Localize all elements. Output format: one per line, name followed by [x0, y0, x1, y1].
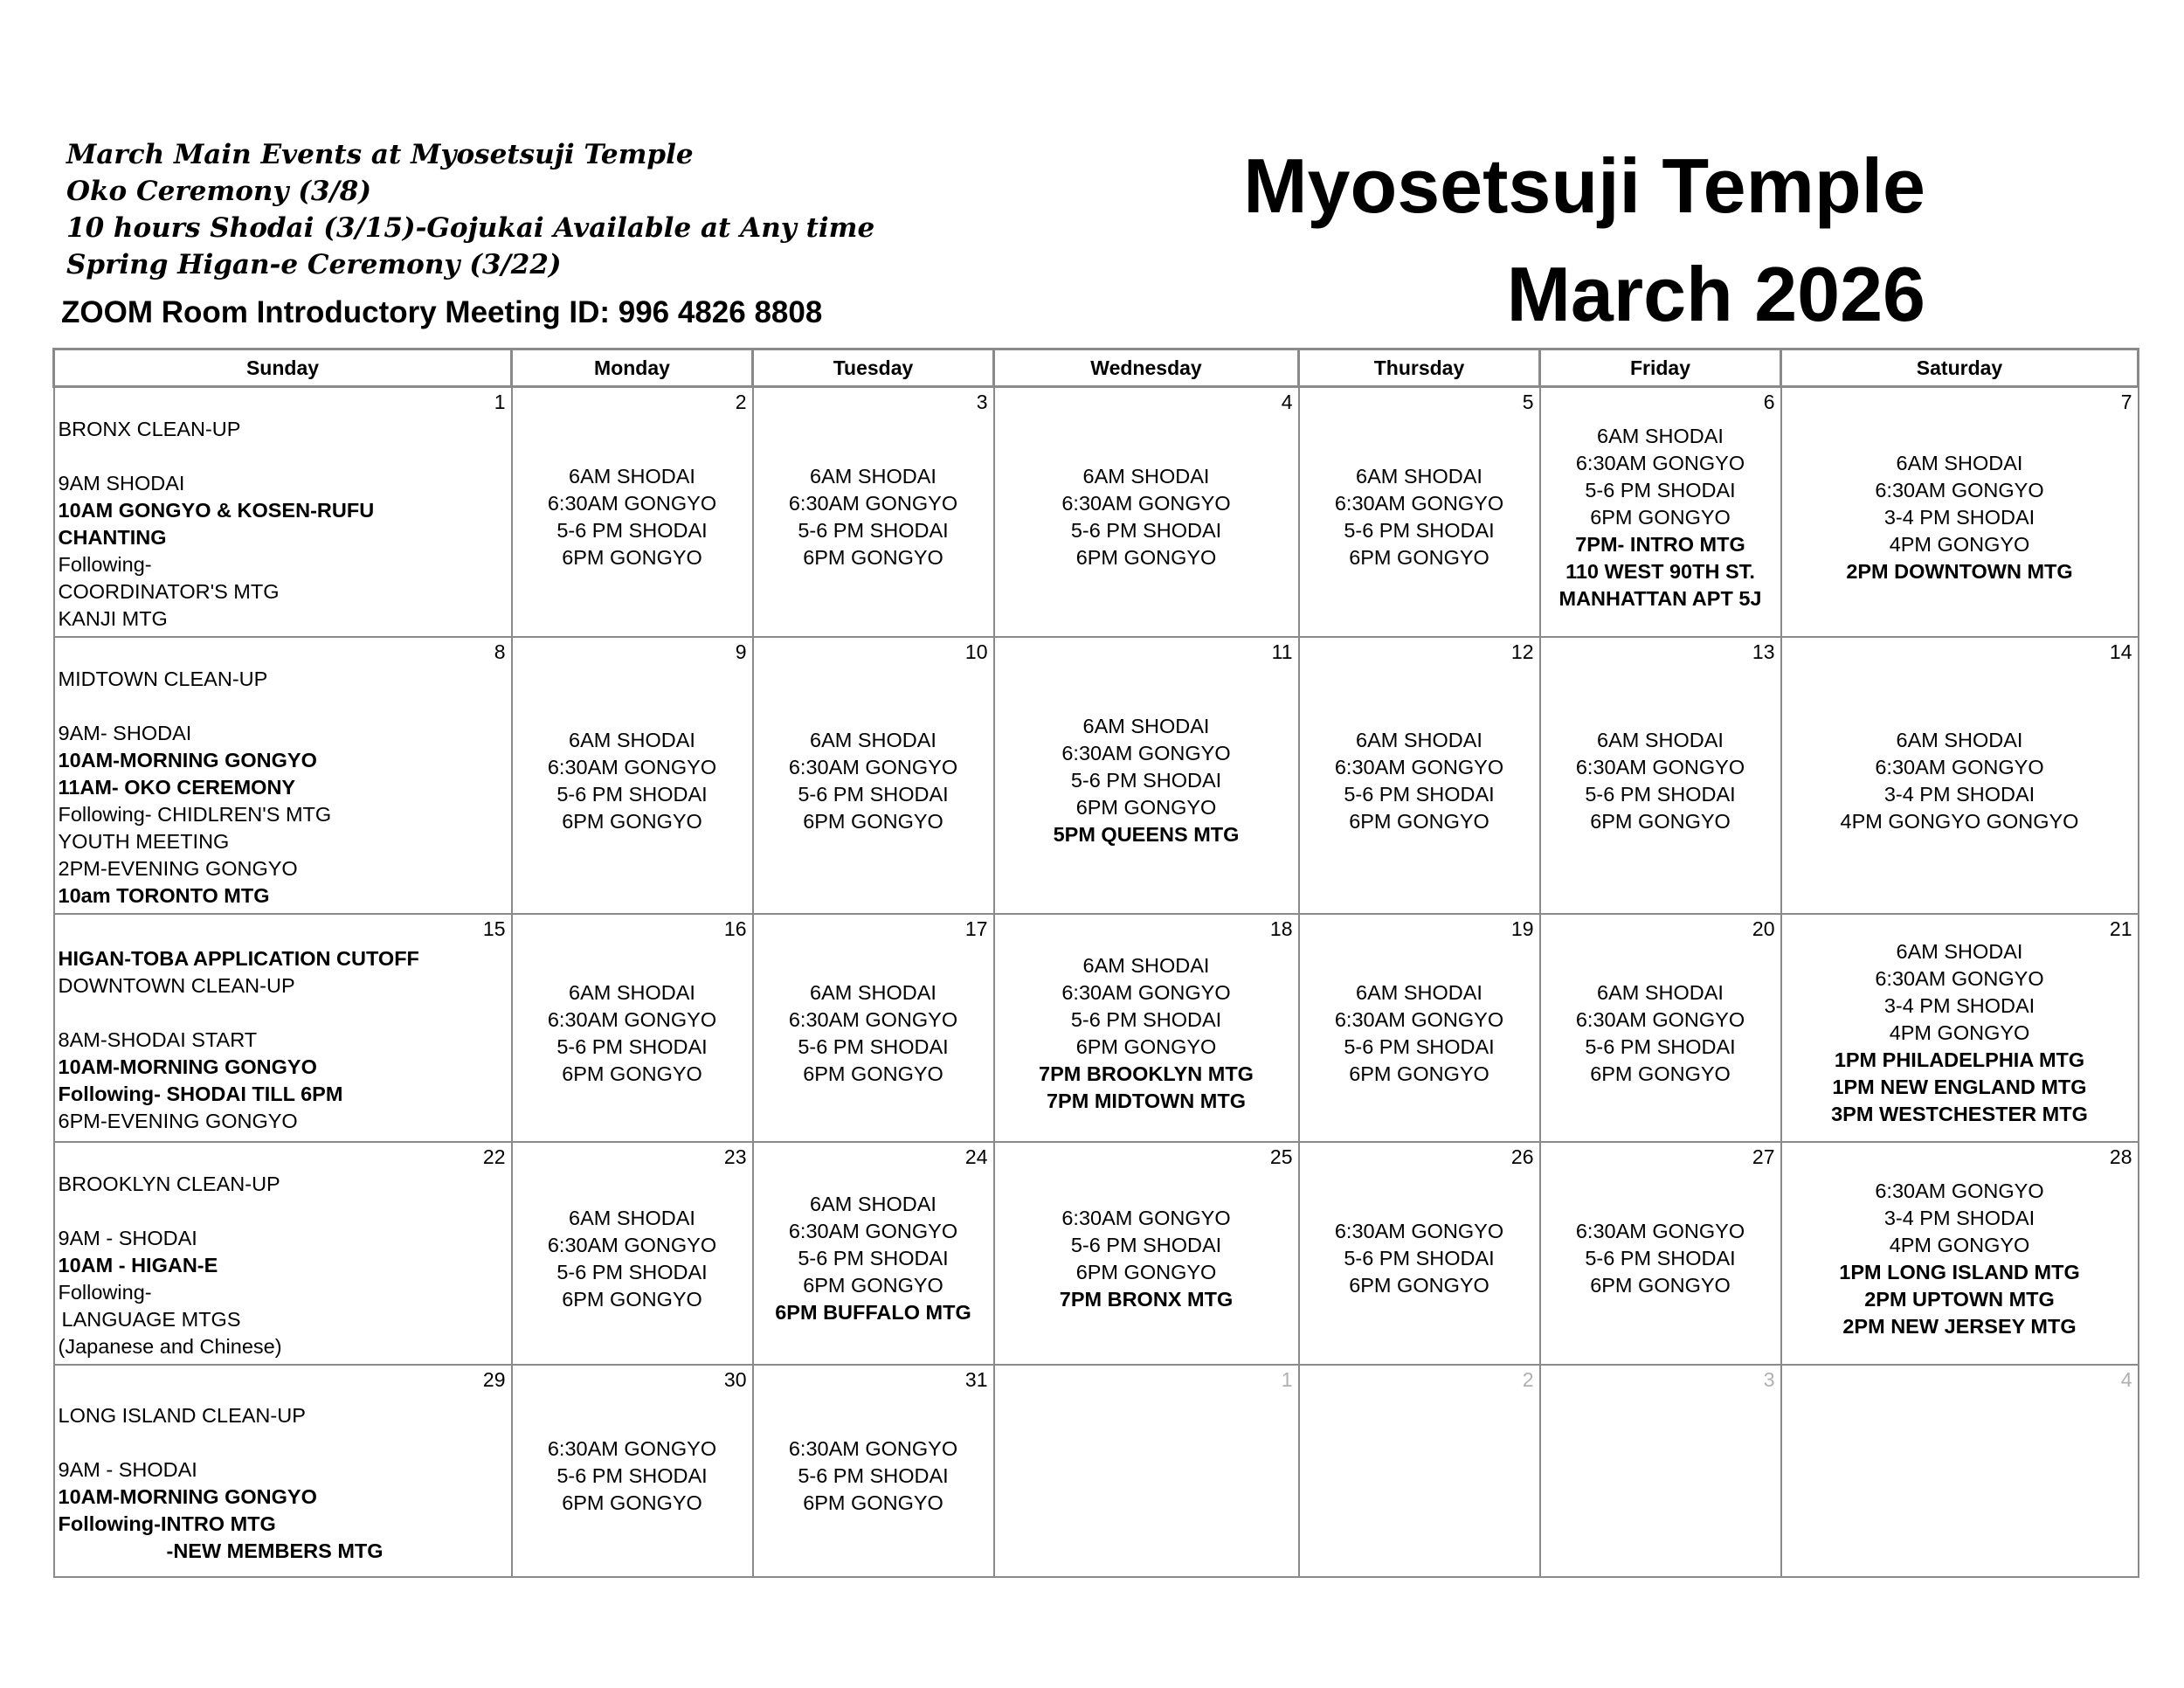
weekday-header: Monday [512, 349, 753, 387]
schedule-line: 5-6 PM SHODAI [556, 1260, 708, 1283]
schedule-line: 6:30AM GONGYO [1875, 967, 2044, 990]
day-cell [753, 1142, 994, 1365]
schedule-line: 6AM SHODAI [569, 465, 695, 488]
day-number: 26 [1510, 1145, 1534, 1168]
day-number: 7 [2120, 391, 2132, 413]
schedule-line [59, 1000, 511, 1027]
day-schedule [1782, 1167, 2138, 1340]
schedule-line [59, 1198, 511, 1225]
schedule-line: 6AM SHODAI [1356, 980, 1482, 1004]
schedule-line: 6PM GONGYO [1075, 796, 1217, 819]
day-cell [1299, 1142, 1540, 1365]
schedule-line: 6:30AM GONGYO [788, 1007, 958, 1031]
schedule-line: 2PM-EVENING GONGYO [58, 857, 298, 880]
schedule-line: 7PM- INTRO MTG [1575, 532, 1745, 556]
day-schedule [995, 702, 1298, 848]
schedule-line: 6:30AM GONGYO [1575, 755, 1745, 778]
day-cell [753, 387, 994, 638]
schedule-line [59, 1429, 511, 1456]
day-number: 3 [976, 391, 988, 413]
schedule-line: COORDINATOR'S MTG [58, 580, 280, 603]
schedule-line: 6:30AM GONGYO [1334, 492, 1504, 515]
day-cell [1540, 1365, 1781, 1577]
schedule-line: 6:30AM GONGYO [1334, 1007, 1504, 1031]
schedule-line: 5-6 PM SHODAI [798, 782, 949, 806]
day-number: 17 [964, 917, 988, 940]
day-number: 2 [1522, 1368, 1534, 1391]
schedule-line: -NEW MEMBERS MTG [166, 1539, 384, 1562]
schedule-line: 9AM - SHODAI [58, 1457, 197, 1481]
day-cell [1781, 1365, 2139, 1577]
schedule-line: 6AM SHODAI [1082, 953, 1210, 977]
day-cell [1540, 637, 1781, 914]
day-schedule [995, 1466, 1298, 1477]
schedule-line: 110 WEST 90TH ST. [1565, 559, 1755, 583]
day-cell [994, 1142, 1299, 1365]
day-cell [54, 637, 512, 914]
schedule-line: 6PM-EVENING GONGYO [58, 1110, 298, 1132]
schedule-line [59, 443, 511, 470]
day-number: 2 [735, 391, 747, 413]
day-schedule [513, 453, 752, 571]
day-cell [753, 1365, 994, 1577]
schedule-line: 7PM BRONX MTG [1059, 1287, 1234, 1311]
schedule-line: 5-6 PM SHODAI [556, 1034, 708, 1058]
day-schedule [754, 969, 993, 1088]
schedule-line: 4PM GONGYO GONGYO [1840, 809, 2079, 833]
day-number: 31 [964, 1368, 988, 1391]
schedule-line: 10AM-MORNING GONGYO [58, 749, 317, 771]
schedule-line: 2PM UPTOWN MTG [1864, 1287, 2055, 1311]
schedule-line: 9AM- SHODAI [58, 722, 192, 744]
events-heading: March Main Events at Myosetsuji Temple [66, 139, 694, 170]
week-row [54, 637, 2139, 914]
day-schedule [513, 969, 752, 1088]
schedule-line: 6:30AM GONGYO [788, 755, 958, 778]
event-item: Spring Higan-e Ceremony (3/22) [66, 249, 562, 280]
schedule-line: 6:30AM GONGYO [1575, 451, 1745, 474]
weekday-header: Sunday [54, 349, 512, 387]
schedule-line: 9AM SHODAI [58, 472, 185, 495]
schedule-line: 6:30AM GONGYO [788, 1220, 958, 1242]
day-schedule [55, 638, 511, 913]
day-cell [512, 914, 753, 1142]
schedule-line: 5-6 PM SHODAI [1070, 1233, 1222, 1256]
schedule-line: Following- [58, 1281, 152, 1304]
schedule-line: 6:30AM GONGYO [788, 1437, 958, 1460]
month-title: March 2026 [1506, 251, 1925, 337]
day-schedule [1541, 412, 1780, 612]
day-cell [1540, 914, 1781, 1142]
day-schedule [55, 388, 511, 636]
day-cell [1540, 387, 1781, 638]
day-cell [753, 914, 994, 1142]
day-schedule [513, 716, 752, 835]
schedule-line: 3-4 PM SHODAI [1883, 782, 2035, 806]
schedule-line: 6PM GONGYO [1590, 505, 1731, 529]
day-cell [1299, 914, 1540, 1142]
event-item: 10 hours Shodai (3/15)-Gojukai Available at Any time [66, 212, 875, 244]
schedule-line: 10AM-MORNING GONGYO [58, 1484, 317, 1508]
calendar-body [54, 387, 2139, 1578]
schedule-line: 10AM-MORNING GONGYO [58, 1055, 317, 1078]
schedule-line: 6AM SHODAI [1896, 728, 2023, 751]
schedule-line: 6AM SHODAI [1597, 728, 1724, 751]
schedule-line: 2PM NEW JERSEY MTG [1842, 1314, 2077, 1338]
schedule-line: 6AM SHODAI [569, 980, 695, 1004]
schedule-line: 6PM GONGYO [803, 546, 943, 569]
day-number: 3 [1763, 1368, 1775, 1391]
day-cell [994, 637, 1299, 914]
day-cell [512, 1365, 753, 1577]
schedule-line: 5-6 PM SHODAI [1585, 1247, 1736, 1269]
schedule-line: 6:30AM GONGYO [1575, 1007, 1745, 1031]
day-cell [1781, 387, 2139, 638]
day-schedule [1782, 439, 2138, 585]
schedule-line: 6:30AM GONGYO [1575, 1220, 1745, 1242]
weekday-header: Tuesday [753, 349, 994, 387]
schedule-line: CHANTING [58, 526, 167, 549]
day-number: 29 [482, 1368, 506, 1391]
day-schedule [1300, 1207, 1539, 1299]
schedule-line: 5-6 PM SHODAI [798, 519, 949, 542]
schedule-line: YOUTH MEETING [58, 830, 230, 853]
day-cell [753, 637, 994, 914]
schedule-line: 6PM GONGYO [803, 1062, 943, 1085]
schedule-line [59, 693, 511, 720]
schedule-line: 5-6 PM SHODAI [1344, 782, 1495, 806]
day-number: 12 [1510, 640, 1534, 663]
day-cell [1299, 637, 1540, 914]
day-number: 24 [964, 1145, 988, 1168]
week-row [54, 387, 2139, 638]
weekday-header-row [54, 349, 2139, 387]
day-cell [512, 637, 753, 914]
day-number: 4 [1281, 391, 1293, 413]
day-schedule [754, 716, 993, 835]
schedule-line: 3-4 PM SHODAI [1883, 505, 2035, 529]
day-schedule [1782, 716, 2138, 835]
day-cell [1781, 637, 2139, 914]
day-number: 14 [2109, 640, 2132, 663]
main-events-list [66, 136, 874, 283]
day-schedule [1541, 1466, 1780, 1477]
day-schedule [1541, 969, 1780, 1088]
day-number: 21 [2109, 917, 2132, 940]
schedule-line: 5-6 PM SHODAI [1344, 1247, 1495, 1269]
day-number: 4 [2120, 1368, 2132, 1391]
weekday-header: Friday [1540, 349, 1781, 387]
schedule-line: 9AM - SHODAI [58, 1227, 197, 1249]
day-cell [994, 1365, 1299, 1577]
schedule-line: 6AM SHODAI [1356, 465, 1482, 488]
schedule-line: BRONX CLEAN-UP [58, 418, 241, 440]
schedule-line: 6PM GONGYO [1590, 809, 1731, 833]
day-schedule [1782, 1466, 2138, 1477]
schedule-line: 10am TORONTO MTG [58, 884, 270, 907]
weekday-header: Wednesday [994, 349, 1299, 387]
day-schedule [995, 453, 1298, 571]
schedule-line: 6AM SHODAI [1082, 715, 1210, 737]
schedule-line: 6PM GONGYO [562, 1287, 702, 1311]
schedule-line: 6PM GONGYO [803, 809, 943, 833]
day-number: 13 [1752, 640, 1775, 663]
temple-title: Myosetsuji Temple [1243, 142, 1925, 229]
calendar-grid [52, 348, 2139, 1578]
schedule-line: 6PM GONGYO [562, 809, 702, 833]
day-number: 11 [1271, 640, 1293, 663]
day-cell [54, 387, 512, 638]
schedule-line: 6PM GONGYO [562, 1062, 702, 1085]
day-schedule [1300, 716, 1539, 835]
day-cell [1781, 1142, 2139, 1365]
day-number: 1 [494, 391, 506, 413]
schedule-line: 6PM GONGYO [803, 1491, 943, 1514]
schedule-line: MIDTOWN CLEAN-UP [58, 668, 268, 690]
schedule-line: 6:30AM GONGYO [1334, 1220, 1504, 1242]
day-cell [1299, 1365, 1540, 1577]
week-row [54, 1365, 2139, 1577]
schedule-line: LONG ISLAND CLEAN-UP [58, 1403, 306, 1427]
schedule-line: 6:30AM GONGYO [1875, 478, 2044, 502]
schedule-line: 5PM QUEENS MTG [1053, 823, 1240, 846]
schedule-line: 6AM SHODAI [1896, 940, 2023, 963]
day-schedule [754, 453, 993, 571]
schedule-line: 5-6 PM SHODAI [556, 1464, 708, 1487]
day-schedule [513, 1194, 752, 1313]
schedule-line: 5-6 PM SHODAI [1585, 782, 1736, 806]
schedule-line: 3PM WESTCHESTER MTG [1831, 1103, 2088, 1125]
schedule-line: LANGUAGE MTGS [61, 1308, 241, 1331]
day-number: 5 [1522, 391, 1534, 413]
day-schedule [754, 1425, 993, 1517]
day-number: 19 [1510, 917, 1534, 940]
schedule-line: 7PM BROOKLYN MTG [1039, 1062, 1254, 1085]
day-schedule [1300, 1466, 1539, 1477]
day-schedule [1541, 1207, 1780, 1299]
schedule-line: 5-6 PM SHODAI [1070, 1007, 1222, 1031]
schedule-line: 8AM-SHODAI START [58, 1028, 258, 1051]
schedule-line: 6PM GONGYO [1349, 1274, 1489, 1297]
schedule-line: 6:30AM GONGYO [547, 755, 717, 778]
day-number: 23 [723, 1145, 747, 1168]
schedule-line: 6:30AM GONGYO [547, 1437, 717, 1460]
schedule-line: 5-6 PM SHODAI [1585, 1034, 1736, 1058]
day-number: 18 [1269, 917, 1293, 940]
schedule-line: 6:30AM GONGYO [1061, 742, 1231, 764]
schedule-line: 5-6 PM SHODAI [1344, 1034, 1495, 1058]
schedule-line: 6:30AM GONGYO [1061, 980, 1231, 1004]
day-number: 20 [1752, 917, 1775, 940]
schedule-line: 6PM GONGYO [1349, 546, 1489, 569]
schedule-line: 6AM SHODAI [1597, 980, 1724, 1004]
day-number: 6 [1763, 391, 1775, 413]
day-number: 27 [1752, 1145, 1775, 1168]
schedule-line: 6AM SHODAI [569, 1206, 695, 1229]
day-number: 30 [723, 1368, 747, 1391]
day-schedule [1541, 716, 1780, 835]
schedule-line: BROOKLYN CLEAN-UP [58, 1173, 280, 1195]
day-schedule [754, 1180, 993, 1326]
schedule-line: 6PM GONGYO [803, 1274, 943, 1297]
schedule-line: 6AM SHODAI [810, 728, 936, 751]
schedule-line: 6PM GONGYO [1590, 1062, 1731, 1085]
schedule-line: 6PM GONGYO [562, 1491, 702, 1514]
day-number: 28 [2109, 1145, 2132, 1168]
week-row [54, 914, 2139, 1142]
weekday-header: Thursday [1299, 349, 1540, 387]
schedule-line: 6:30AM GONGYO [788, 492, 958, 515]
schedule-line: 6:30AM GONGYO [1875, 1179, 2044, 1202]
schedule-line: 6PM GONGYO [562, 546, 702, 569]
day-cell [994, 914, 1299, 1142]
day-number: 22 [482, 1145, 506, 1168]
schedule-line: (Japanese and Chinese) [58, 1335, 282, 1358]
schedule-line: 6:30AM GONGYO [547, 1007, 717, 1031]
schedule-line: 5-6 PM SHODAI [1585, 478, 1736, 502]
day-cell [1781, 914, 2139, 1142]
schedule-line: 4PM GONGYO [1889, 1233, 2030, 1256]
day-number: 1 [1281, 1368, 1293, 1391]
day-number: 10 [964, 640, 988, 663]
day-number: 25 [1269, 1145, 1293, 1168]
schedule-line: 6AM SHODAI [1082, 465, 1210, 488]
day-cell [512, 1142, 753, 1365]
schedule-line: 4PM GONGYO [1889, 532, 2030, 556]
schedule-line: 10AM - HIGAN-E [58, 1254, 218, 1276]
schedule-line: 10AM GONGYO & KOSEN-RUFU [58, 499, 375, 522]
zoom-meeting-info: ZOOM Room Introductory Meeting ID: 996 4826 8808 [61, 295, 823, 329]
day-cell [1299, 387, 1540, 638]
schedule-line: 1PM LONG ISLAND MTG [1839, 1260, 2080, 1283]
schedule-line: MANHATTAN APT 5J [1559, 586, 1762, 610]
schedule-line: 1PM PHILADELPHIA MTG [1834, 1048, 2085, 1071]
day-number: 16 [723, 917, 747, 940]
schedule-line: 6PM GONGYO [1349, 1062, 1489, 1085]
schedule-line: 5-6 PM SHODAI [798, 1034, 949, 1058]
day-schedule [995, 1194, 1298, 1313]
day-cell [1540, 1142, 1781, 1365]
schedule-line: 2PM DOWNTOWN MTG [1846, 559, 2073, 583]
event-item: Oko Ceremony (3/8) [66, 176, 372, 207]
schedule-line: 6PM GONGYO [1590, 1274, 1731, 1297]
day-schedule [1782, 928, 2138, 1128]
schedule-line: 6AM SHODAI [810, 980, 936, 1004]
day-schedule [513, 1425, 752, 1517]
schedule-line: 6:30AM GONGYO [547, 492, 717, 515]
schedule-line: 6PM GONGYO [1075, 546, 1217, 569]
day-schedule [55, 1143, 511, 1364]
schedule-line: 5-6 PM SHODAI [1344, 519, 1495, 542]
day-schedule [1300, 969, 1539, 1088]
schedule-line: KANJI MTG [58, 607, 168, 630]
schedule-line: Following- [58, 553, 152, 576]
schedule-line: 6:30AM GONGYO [1061, 1206, 1231, 1229]
schedule-line: 6:30AM GONGYO [1875, 755, 2044, 778]
day-schedule [1300, 453, 1539, 571]
schedule-line: 6AM SHODAI [810, 1193, 936, 1215]
schedule-line: 5-6 PM SHODAI [556, 782, 708, 806]
schedule-line: 1PM NEW ENGLAND MTG [1832, 1076, 2087, 1098]
day-cell [54, 914, 512, 1142]
schedule-line: 6AM SHODAI [810, 465, 936, 488]
day-number: 8 [494, 640, 506, 663]
schedule-line: 5-6 PM SHODAI [798, 1247, 949, 1269]
schedule-line: 6:30AM GONGYO [547, 1233, 717, 1256]
schedule-line: Following- CHIDLREN'S MTG [58, 803, 332, 826]
schedule-line: 3-4 PM SHODAI [1883, 1206, 2035, 1229]
day-number: 9 [735, 640, 747, 663]
schedule-line: 6AM SHODAI [569, 728, 695, 751]
schedule-line: 5-6 PM SHODAI [798, 1464, 949, 1487]
schedule-line: HIGAN-TOBA APPLICATION CUTOFF [58, 947, 419, 970]
weekday-header: Saturday [1781, 349, 2139, 387]
schedule-line: 5-6 PM SHODAI [1070, 519, 1222, 542]
schedule-line: 6PM GONGYO [1075, 1260, 1217, 1283]
schedule-line: 3-4 PM SHODAI [1883, 994, 2035, 1017]
schedule-line: 5-6 PM SHODAI [556, 519, 708, 542]
day-number: 15 [482, 917, 506, 940]
schedule-line: 6AM SHODAI [1896, 451, 2023, 474]
schedule-line: 7PM MIDTOWN MTG [1046, 1089, 1247, 1112]
schedule-line: 6PM GONGYO [1075, 1034, 1217, 1058]
day-schedule [55, 917, 511, 1138]
day-cell [512, 387, 753, 638]
day-cell [54, 1142, 512, 1365]
schedule-line: 6:30AM GONGYO [1061, 492, 1231, 515]
schedule-line: 6PM GONGYO [1349, 809, 1489, 833]
schedule-line: 11AM- OKO CEREMONY [58, 776, 296, 799]
schedule-line: 6PM BUFFALO MTG [775, 1301, 971, 1324]
week-row [54, 1142, 2139, 1365]
schedule-line: 4PM GONGYO [1889, 1021, 2030, 1044]
day-cell [54, 1365, 512, 1577]
schedule-line: Following- SHODAI TILL 6PM [58, 1083, 343, 1105]
schedule-line: 6AM SHODAI [1597, 424, 1724, 447]
schedule-line: 6AM SHODAI [1356, 728, 1482, 751]
day-schedule [55, 1374, 511, 1568]
schedule-line: 5-6 PM SHODAI [1070, 769, 1222, 792]
schedule-line: 6:30AM GONGYO [1334, 755, 1504, 778]
day-cell [994, 387, 1299, 638]
schedule-line: DOWNTOWN CLEAN-UP [58, 974, 295, 997]
day-schedule [995, 942, 1298, 1115]
schedule-line: Following-INTRO MTG [58, 1512, 276, 1535]
